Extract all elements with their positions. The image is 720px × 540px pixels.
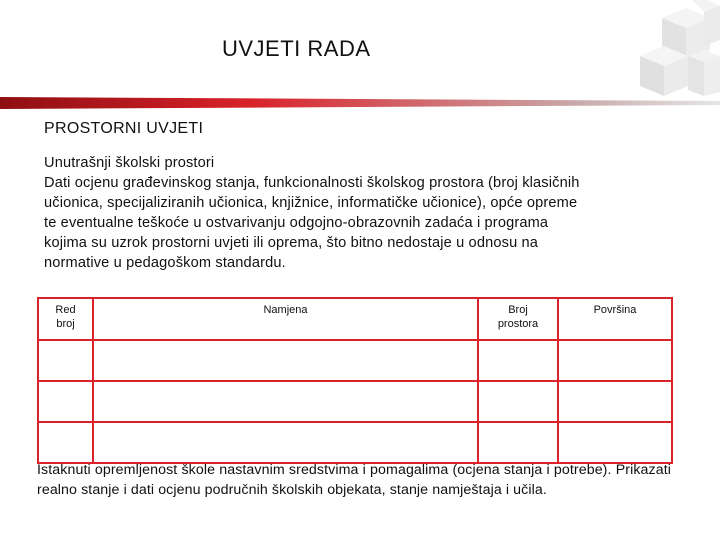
table-row	[38, 381, 672, 422]
section-heading: PROSTORNI UVJETI	[44, 120, 204, 137]
table-cell	[38, 340, 93, 381]
header-namjena	[93, 298, 478, 340]
table-header-row	[38, 298, 672, 340]
header-line: prostora	[497, 318, 539, 330]
table-row	[38, 422, 672, 463]
page-title: UVJETI RADA	[222, 36, 371, 61]
table-cell	[38, 422, 93, 463]
table-cell	[38, 381, 93, 422]
intro-line: Unutrašnji školski prostori	[44, 155, 215, 171]
table-cell	[478, 340, 558, 381]
table-cell	[478, 422, 558, 463]
table-cell	[93, 340, 478, 381]
footer-paragraph: Istaknuti opremljenost škole nastavnim sredstvima i pomagalima (ocjena stanja i potrebe). Prikazati realno stanje i dati ocjenu područnih školskih objekata, stanje namještaja i učila.	[37, 462, 671, 498]
table-cell	[558, 381, 672, 422]
header-line: Površina	[593, 304, 637, 316]
intro-line: kojima su uzrok prostorni uvjeti ili oprema, što bitno nedostaje u odnosu na	[44, 235, 539, 251]
header-line: broj	[56, 318, 75, 330]
table-cell	[93, 422, 478, 463]
table-cell	[558, 340, 672, 381]
intro-line: učionica, specijaliziranih učionica, knjižnice, informatičke učionice), opće opreme	[44, 195, 578, 211]
rooms-table	[37, 297, 673, 464]
intro-line: normative u pedagoškom standardu.	[44, 255, 286, 271]
header-line: Broj	[508, 304, 528, 316]
table-row	[38, 340, 672, 381]
table-cell	[558, 422, 672, 463]
intro-line: Dati ocjenu građevinskog stanja, funkcionalnosti školskog prostora (broj klasičnih	[44, 175, 580, 191]
header-line: Red	[55, 304, 76, 316]
table-cell	[478, 381, 558, 422]
header-line: Namjena	[263, 304, 308, 316]
header-red-broj	[38, 298, 93, 340]
table-cell	[93, 381, 478, 422]
decorative-cubes-graphic	[600, 0, 720, 110]
header-povrsina	[558, 298, 672, 340]
intro-paragraph	[44, 153, 684, 273]
intro-line: te eventualne teškoće u ostvarivanju odgojno-obrazovnih zadaća i programa	[44, 215, 549, 231]
header-red-bar	[0, 96, 720, 110]
header-broj-prostora	[478, 298, 558, 340]
